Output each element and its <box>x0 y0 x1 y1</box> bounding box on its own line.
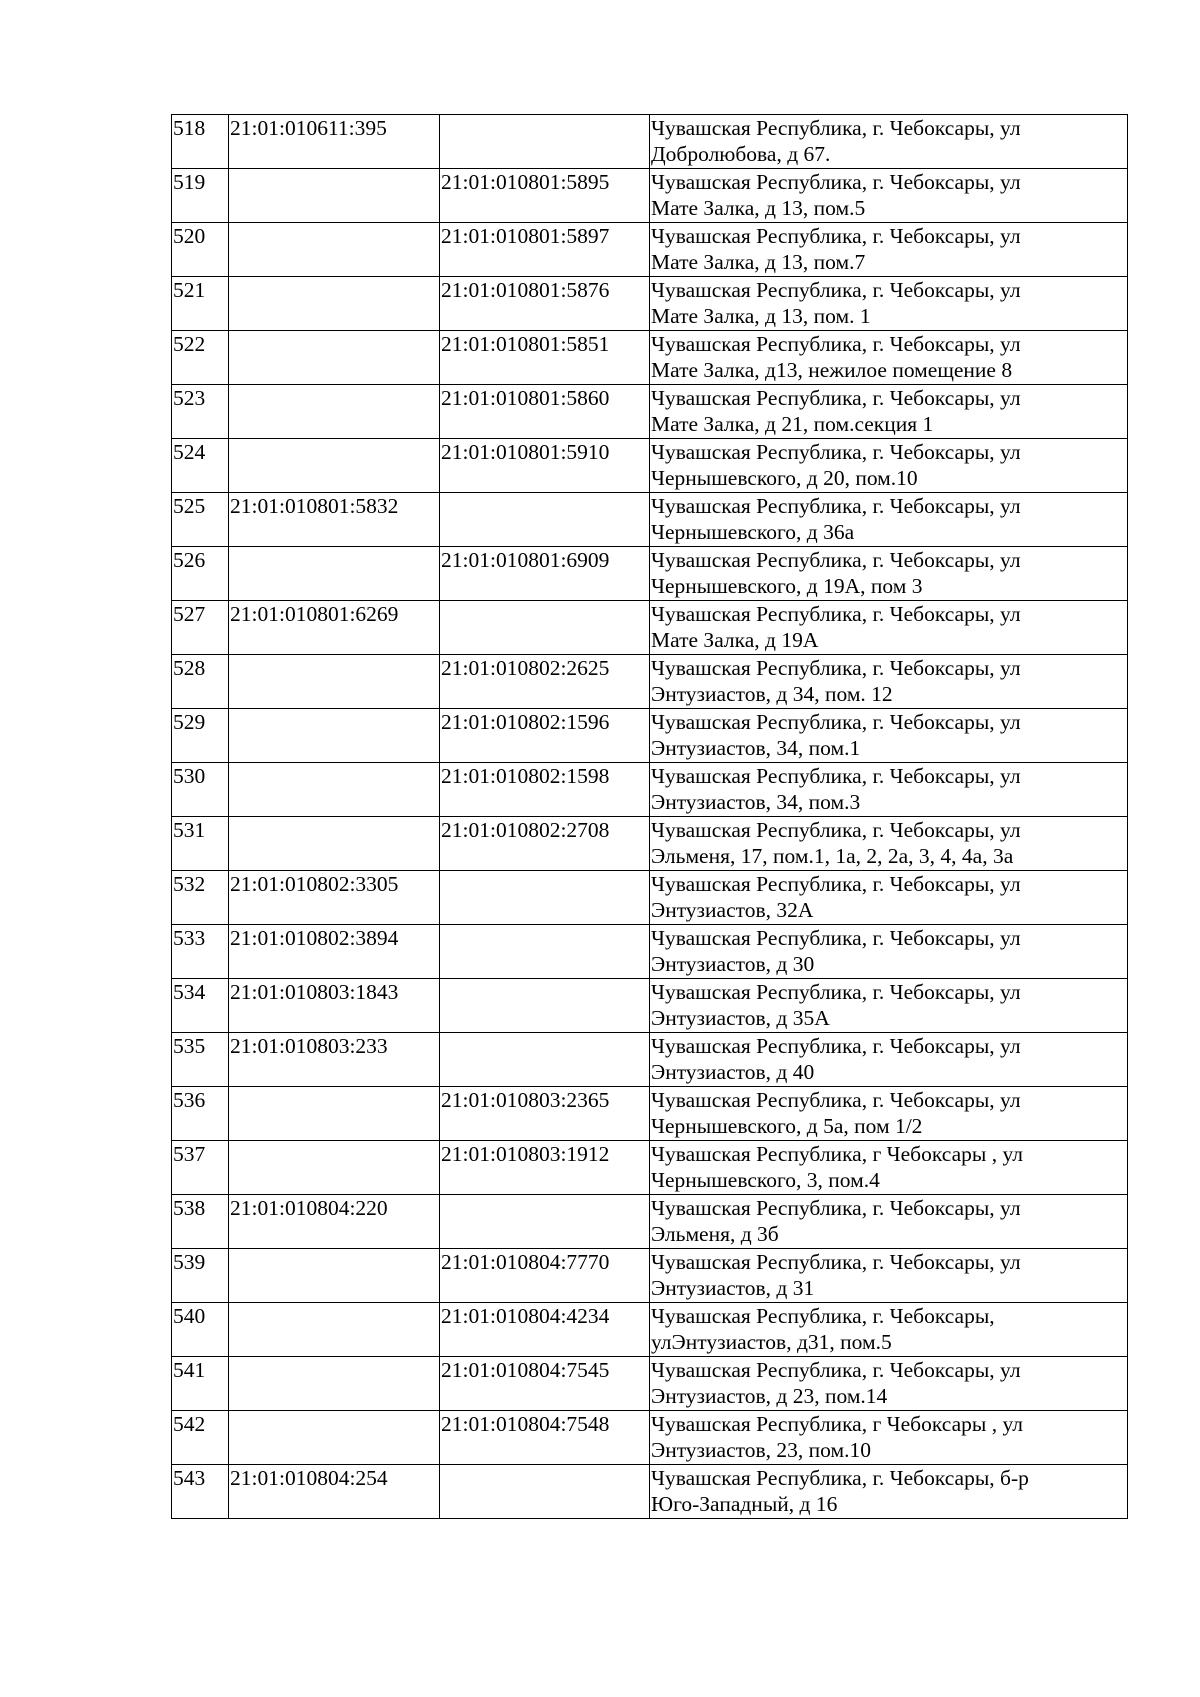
address-cell <box>650 1249 1128 1303</box>
premises-cadastral-number-cell <box>440 871 650 925</box>
address-cell <box>650 1033 1128 1087</box>
table-row <box>172 1087 1128 1141</box>
row-number-cell: 539 <box>172 1249 229 1303</box>
address-cell <box>650 1411 1128 1465</box>
address-cell <box>650 115 1128 169</box>
address-line-2: Энтузиастов, д 23, пом.14 <box>651 1384 888 1408</box>
table-row <box>172 277 1128 331</box>
row-number-cell: 538 <box>172 1195 229 1249</box>
cadastral-number-cell <box>229 763 440 817</box>
table-row <box>172 871 1128 925</box>
address-line-1: Чувашская Республика, г. Чебоксары, ул <box>651 872 1021 896</box>
table-row <box>172 763 1128 817</box>
cadastral-number-cell: 21:01:010802:3305 <box>229 871 440 925</box>
address-line-1: Чувашская Республика, г. Чебоксары, ул <box>651 710 1021 734</box>
address-cell <box>650 493 1128 547</box>
address-line-1: Чувашская Республика, г. Чебоксары, ул <box>651 548 1021 572</box>
table-row <box>172 115 1128 169</box>
address-line-1: Чувашская Республика, г. Чебоксары, ул <box>651 386 1021 410</box>
row-number-cell: 519 <box>172 169 229 223</box>
address-cell <box>650 331 1128 385</box>
cadastral-number-cell <box>229 439 440 493</box>
address-cell <box>650 709 1128 763</box>
table-row <box>172 817 1128 871</box>
address-cell <box>650 871 1128 925</box>
address-line-2: Юго-Западный, д 16 <box>651 1492 838 1516</box>
address-line-2: Мате Залка, д 21, пом.секция 1 <box>651 412 934 436</box>
premises-cadastral-number-cell <box>440 925 650 979</box>
address-line-2: Мате Залка, д13, нежилое помещение 8 <box>651 358 1013 382</box>
cadastral-number-cell: 21:01:010803:233 <box>229 1033 440 1087</box>
address-line-1: Чувашская Республика, г. Чебоксары, ул <box>651 170 1021 194</box>
row-number-cell: 536 <box>172 1087 229 1141</box>
address-line-2: Чернышевского, 3, пом.4 <box>651 1168 880 1192</box>
table-row <box>172 1303 1128 1357</box>
cadastral-number-cell: 21:01:010803:1843 <box>229 979 440 1033</box>
table-row <box>172 1465 1128 1519</box>
cadastral-number-cell: 21:01:010802:3894 <box>229 925 440 979</box>
row-number-cell: 528 <box>172 655 229 709</box>
address-line-2: Мате Залка, д 13, пом. 1 <box>651 304 871 328</box>
row-number-cell: 522 <box>172 331 229 385</box>
premises-cadastral-number-cell: 21:01:010803:1912 <box>440 1141 650 1195</box>
cadastral-number-cell <box>229 331 440 385</box>
table-row <box>172 1141 1128 1195</box>
row-number-cell: 529 <box>172 709 229 763</box>
premises-cadastral-number-cell: 21:01:010804:4234 <box>440 1303 650 1357</box>
address-line-1: Чувашская Республика, г. Чебоксары, ул <box>651 1358 1021 1382</box>
row-number-cell: 542 <box>172 1411 229 1465</box>
table-row <box>172 331 1128 385</box>
address-line-1: Чувашская Республика, г. Чебоксары, <box>651 1304 995 1328</box>
address-line-2: Энтузиастов, д 34, пом. 12 <box>651 682 893 706</box>
address-line-1: Чувашская Республика, г Чебоксары , ул <box>651 1142 1023 1166</box>
address-cell <box>650 1465 1128 1519</box>
row-number-cell: 532 <box>172 871 229 925</box>
cadastral-number-cell: 21:01:010801:5832 <box>229 493 440 547</box>
address-line-2: улЭнтузиастов, д31, пом.5 <box>651 1330 892 1354</box>
cadastral-number-cell <box>229 1087 440 1141</box>
table-row <box>172 979 1128 1033</box>
premises-cadastral-number-cell <box>440 1465 650 1519</box>
premises-cadastral-number-cell: 21:01:010802:2625 <box>440 655 650 709</box>
table-row <box>172 169 1128 223</box>
cadastral-number-cell <box>229 385 440 439</box>
address-line-1: Чувашская Республика, г. Чебоксары, ул <box>651 1088 1021 1112</box>
table-row <box>172 1195 1128 1249</box>
address-cell <box>650 223 1128 277</box>
cadastral-number-cell <box>229 223 440 277</box>
premises-cadastral-number-cell: 21:01:010801:5851 <box>440 331 650 385</box>
address-line-1: Чувашская Республика, г. Чебоксары, ул <box>651 818 1021 842</box>
premises-cadastral-number-cell: 21:01:010804:7545 <box>440 1357 650 1411</box>
address-cell <box>650 1195 1128 1249</box>
cadastral-number-cell <box>229 1249 440 1303</box>
address-line-2: Мате Залка, д 13, пом.7 <box>651 250 866 274</box>
table-row <box>172 1249 1128 1303</box>
table-row <box>172 1357 1128 1411</box>
registry-table-body <box>172 115 1128 1519</box>
address-line-1: Чувашская Республика, г. Чебоксары, ул <box>651 656 1021 680</box>
address-line-1: Чувашская Республика, г. Чебоксары, ул <box>651 926 1021 950</box>
address-cell <box>650 979 1128 1033</box>
address-cell <box>650 547 1128 601</box>
row-number-cell: 534 <box>172 979 229 1033</box>
address-line-2: Энтузиастов, 34, пом.1 <box>651 736 861 760</box>
row-number-cell: 518 <box>172 115 229 169</box>
address-line-2: Энтузиастов, д 30 <box>651 952 815 976</box>
address-line-1: Чувашская Республика, г. Чебоксары, ул <box>651 494 1021 518</box>
address-line-1: Чувашская Республика, г Чебоксары , ул <box>651 1412 1023 1436</box>
premises-cadastral-number-cell: 21:01:010804:7548 <box>440 1411 650 1465</box>
address-cell <box>650 1357 1128 1411</box>
cadastral-number-cell <box>229 1141 440 1195</box>
address-line-1: Чувашская Республика, г. Чебоксары, ул <box>651 602 1021 626</box>
address-line-2: Добролюбова, д 67. <box>651 142 831 166</box>
address-line-2: Чернышевского, д 5а, пом 1/2 <box>651 1114 923 1138</box>
address-line-1: Чувашская Республика, г. Чебоксары, ул <box>651 1250 1021 1274</box>
address-line-2: Энтузиастов, 32А <box>651 898 814 922</box>
table-row <box>172 925 1128 979</box>
address-line-2: Энтузиастов, д 35А <box>651 1006 830 1030</box>
row-number-cell: 531 <box>172 817 229 871</box>
address-line-1: Чувашская Республика, г. Чебоксары, ул <box>651 440 1021 464</box>
row-number-cell: 526 <box>172 547 229 601</box>
address-line-2: Энтузиастов, д 40 <box>651 1060 815 1084</box>
premises-cadastral-number-cell: 21:01:010801:5910 <box>440 439 650 493</box>
premises-cadastral-number-cell <box>440 115 650 169</box>
table-row <box>172 223 1128 277</box>
property-registry-table <box>171 114 1128 1519</box>
address-line-2: Чернышевского, д 20, пом.10 <box>651 466 918 490</box>
row-number-cell: 521 <box>172 277 229 331</box>
premises-cadastral-number-cell <box>440 979 650 1033</box>
row-number-cell: 541 <box>172 1357 229 1411</box>
address-cell <box>650 385 1128 439</box>
row-number-cell: 524 <box>172 439 229 493</box>
cadastral-number-cell: 21:01:010801:6269 <box>229 601 440 655</box>
address-line-1: Чувашская Республика, г. Чебоксары, ул <box>651 116 1021 140</box>
row-number-cell: 535 <box>172 1033 229 1087</box>
cadastral-number-cell: 21:01:010611:395 <box>229 115 440 169</box>
address-cell <box>650 817 1128 871</box>
premises-cadastral-number-cell <box>440 493 650 547</box>
row-number-cell: 533 <box>172 925 229 979</box>
address-cell <box>650 925 1128 979</box>
cadastral-number-cell <box>229 817 440 871</box>
address-cell <box>650 601 1128 655</box>
cadastral-number-cell <box>229 655 440 709</box>
address-cell <box>650 655 1128 709</box>
cadastral-number-cell <box>229 709 440 763</box>
table-row <box>172 385 1128 439</box>
premises-cadastral-number-cell: 21:01:010801:5895 <box>440 169 650 223</box>
address-line-1: Чувашская Республика, г. Чебоксары, ул <box>651 278 1021 302</box>
table-row <box>172 1033 1128 1087</box>
table-row <box>172 439 1128 493</box>
address-cell <box>650 169 1128 223</box>
table-row <box>172 655 1128 709</box>
address-line-2: Чернышевского, д 19А, пом 3 <box>651 574 923 598</box>
table-row <box>172 601 1128 655</box>
address-line-1: Чувашская Республика, г. Чебоксары, ул <box>651 1034 1021 1058</box>
address-line-2: Чернышевского, д 36а <box>651 520 855 544</box>
address-cell <box>650 277 1128 331</box>
premises-cadastral-number-cell <box>440 1195 650 1249</box>
premises-cadastral-number-cell: 21:01:010804:7770 <box>440 1249 650 1303</box>
row-number-cell: 523 <box>172 385 229 439</box>
address-line-2: Мате Залка, д 13, пом.5 <box>651 196 866 220</box>
cadastral-number-cell <box>229 547 440 601</box>
address-cell <box>650 1303 1128 1357</box>
premises-cadastral-number-cell: 21:01:010801:5876 <box>440 277 650 331</box>
row-number-cell: 543 <box>172 1465 229 1519</box>
cadastral-number-cell <box>229 169 440 223</box>
table-row <box>172 1411 1128 1465</box>
premises-cadastral-number-cell <box>440 601 650 655</box>
address-line-2: Эльменя, д 3б <box>651 1222 779 1246</box>
address-line-1: Чувашская Республика, г. Чебоксары, ул <box>651 1196 1021 1220</box>
premises-cadastral-number-cell: 21:01:010802:1598 <box>440 763 650 817</box>
table-row <box>172 493 1128 547</box>
address-line-2: Эльменя, 17, пом.1, 1а, 2, 2а, 3, 4, 4а, 3а <box>651 844 1014 868</box>
premises-cadastral-number-cell: 21:01:010801:5860 <box>440 385 650 439</box>
cadastral-number-cell <box>229 1411 440 1465</box>
row-number-cell: 537 <box>172 1141 229 1195</box>
address-line-2: Энтузиастов, 34, пом.3 <box>651 790 861 814</box>
cadastral-number-cell: 21:01:010804:220 <box>229 1195 440 1249</box>
premises-cadastral-number-cell: 21:01:010802:2708 <box>440 817 650 871</box>
address-line-2: Энтузиастов, 23, пом.10 <box>651 1438 871 1462</box>
premises-cadastral-number-cell: 21:01:010803:2365 <box>440 1087 650 1141</box>
premises-cadastral-number-cell: 21:01:010801:5897 <box>440 223 650 277</box>
address-line-2: Энтузиастов, д 31 <box>651 1276 815 1300</box>
premises-cadastral-number-cell <box>440 1033 650 1087</box>
address-cell <box>650 1087 1128 1141</box>
address-line-1: Чувашская Республика, г. Чебоксары, ул <box>651 224 1021 248</box>
table-row <box>172 547 1128 601</box>
table-row <box>172 709 1128 763</box>
address-line-1: Чувашская Республика, г. Чебоксары, б-р <box>651 1466 1029 1490</box>
premises-cadastral-number-cell: 21:01:010802:1596 <box>440 709 650 763</box>
cadastral-number-cell <box>229 1357 440 1411</box>
row-number-cell: 525 <box>172 493 229 547</box>
address-cell <box>650 439 1128 493</box>
address-line-1: Чувашская Республика, г. Чебоксары, ул <box>651 764 1021 788</box>
cadastral-number-cell <box>229 277 440 331</box>
address-line-1: Чувашская Республика, г. Чебоксары, ул <box>651 332 1021 356</box>
address-line-2: Мате Залка, д 19А <box>651 628 819 652</box>
cadastral-number-cell: 21:01:010804:254 <box>229 1465 440 1519</box>
address-cell <box>650 763 1128 817</box>
premises-cadastral-number-cell: 21:01:010801:6909 <box>440 547 650 601</box>
address-cell <box>650 1141 1128 1195</box>
address-line-1: Чувашская Республика, г. Чебоксары, ул <box>651 980 1021 1004</box>
cadastral-number-cell <box>229 1303 440 1357</box>
row-number-cell: 530 <box>172 763 229 817</box>
row-number-cell: 520 <box>172 223 229 277</box>
row-number-cell: 540 <box>172 1303 229 1357</box>
row-number-cell: 527 <box>172 601 229 655</box>
